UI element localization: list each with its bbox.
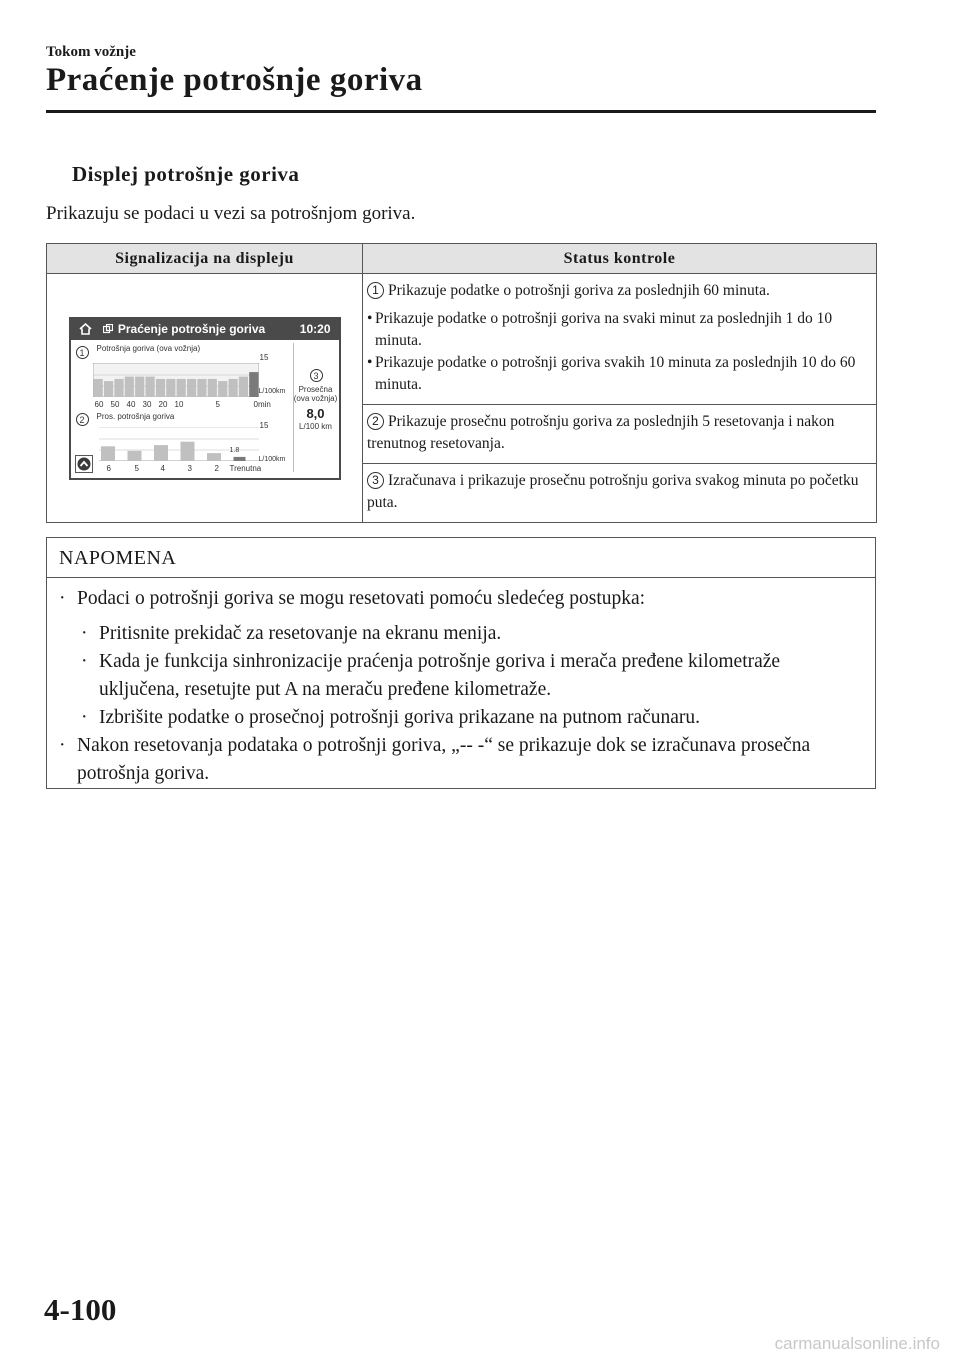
page-title: Praćenje potrošnje goriva — [46, 62, 423, 98]
page-number: 4-100 — [44, 1292, 117, 1327]
avg-label: Prosečna — [298, 384, 333, 394]
status-row-3 — [363, 464, 877, 523]
panel1-bar — [187, 378, 196, 396]
panel2-bar — [101, 446, 115, 461]
panel1-bar — [197, 378, 206, 396]
callout-2-badge: 2 — [76, 413, 89, 426]
panel1-bar — [207, 378, 216, 396]
display-image-cell — [47, 274, 363, 523]
panel1-bar — [124, 376, 133, 396]
col-header-display: Signalizacija na displeju — [47, 244, 363, 274]
panel2-unit: L/100km — [258, 455, 286, 463]
col-header-status: Status kontrole — [363, 244, 877, 274]
panel2-ymax: 15 — [259, 420, 269, 430]
panel1-unit: L/100km — [258, 387, 286, 395]
status-row-1-bullet: Prikazuje podatke o potrošnji goriva na svaki minut za poslednjih 1 do 10 minuta. — [375, 310, 833, 349]
panel1-bar — [93, 378, 102, 396]
callout-3-badge: 3 — [310, 369, 323, 382]
panel2-bar — [180, 441, 194, 460]
panel1-label: Potrošnja goriva (ova vožnja) — [96, 343, 201, 353]
panel2-bar — [154, 445, 168, 461]
note-item: · Podaci o potrošnji goriva se mogu resetovati pomoću sledećeg postupka: — [59, 588, 646, 609]
fuel-economy-icon — [76, 456, 92, 472]
panel2-label: Pros. potrošnja goriva — [96, 411, 175, 421]
status-row-3-text: Izračunava i prikazuje prosečnu potrošnju goriva svakog minuta po početku puta. — [367, 472, 859, 511]
avg-unit: L/100 km — [299, 421, 332, 431]
fuel-monitor-screen — [69, 317, 341, 480]
panel1-bar — [238, 376, 247, 396]
panel2-bar — [127, 450, 141, 460]
title-rule — [46, 110, 876, 113]
spec-table — [46, 243, 877, 523]
panel1-bar — [176, 378, 185, 396]
panel2-bar — [233, 456, 245, 460]
screen-header — [71, 319, 339, 340]
current-value-label: 1.8 — [229, 446, 240, 454]
status-row-1-text: Prikazuje podatke o potrošnji goriva za poslednjih 60 minuta. — [388, 282, 770, 299]
panel2-ticks: 6 5 4 3 2 Trenutna — [106, 463, 262, 473]
status-row-2-text: Prikazuje prosečnu potrošnju goriva za poslednjih 5 resetovanja i nakon trenutnog resetovanja. — [367, 413, 835, 452]
callout-2-badge: 2 — [367, 413, 384, 430]
panel1-chart — [93, 363, 259, 397]
status-row-1-bullet: Prikazuje podatke o potrošnji goriva svakih 10 minuta za poslednjih 10 do 60 minuta. — [375, 354, 856, 393]
panel1-bar — [104, 381, 113, 397]
panel1-bar — [166, 378, 175, 396]
note-item: · Kada je funkcija sinhronizacije praćenja potrošnje goriva i merača pređene kilometraže uključena, resetujte put A na meraču pređene kilometraže. — [81, 651, 781, 700]
panel1-bar — [249, 372, 258, 397]
callout-1-badge: 1 — [76, 346, 89, 359]
panel1-bar — [155, 378, 164, 396]
avg-sublabel: (ova vožnja) — [293, 393, 338, 403]
note-item: · Izbrišite podatke o prosečnoj potrošnji goriva prikazane na putnom računaru. — [81, 707, 701, 728]
note-heading: NAPOMENA — [47, 538, 875, 578]
status-row-1: 1 Prikazuje podatke o potrošnji goriva za poslednjih 60 minuta. • Prikazuje podatke o potrošnji goriva na svaki minut za poslednjih 1 do 10 minuta. • Prikazuje podatke o potrošnji goriva svakih 10 minuta za poslednjih 10 do 60 minuta. — [363, 274, 877, 405]
panel1-bar — [135, 376, 144, 396]
note-item: · Nakon resetovanja podataka o potrošnji goriva, „-- -“ se prikazuje dok se izračunava prosečna potrošnja goriva. — [59, 735, 811, 784]
screen-title: Praćenje potrošnje goriva — [103, 322, 266, 336]
note-body — [47, 578, 875, 788]
screen-clock: 10:20 — [299, 321, 331, 336]
status-row-2 — [363, 405, 877, 464]
panel1-bar — [145, 376, 154, 396]
callout-1-badge: 1 — [367, 282, 384, 299]
home-icon — [79, 322, 92, 340]
fuel-economy-button[interactable] — [75, 455, 93, 473]
panel2-chart — [99, 427, 259, 461]
panel1-bar — [228, 378, 237, 396]
callout-3-badge: 3 — [367, 472, 384, 489]
panel2-bar — [207, 453, 221, 461]
intro-text: Prikazuju se podaci u vezi sa potrošnjom goriva. — [46, 203, 416, 224]
note-item: · Pritisnite prekidač za resetovanje na ekranu menija. — [81, 623, 502, 644]
panel1-bar — [218, 381, 227, 397]
subsection-heading: Displej potrošnje goriva — [72, 162, 300, 186]
note-box — [46, 537, 876, 789]
sync-icon — [103, 324, 113, 334]
watermark: carmanualsonline.info — [774, 1334, 940, 1353]
panel1-ymax: 15 — [259, 352, 269, 362]
section-label: Tokom vožnje — [46, 44, 136, 60]
panel1-ticks: 60 50 40 30 20 10 5 0min — [94, 399, 271, 409]
avg-value: 8,0 — [306, 405, 325, 421]
panel1-bar — [114, 378, 123, 396]
